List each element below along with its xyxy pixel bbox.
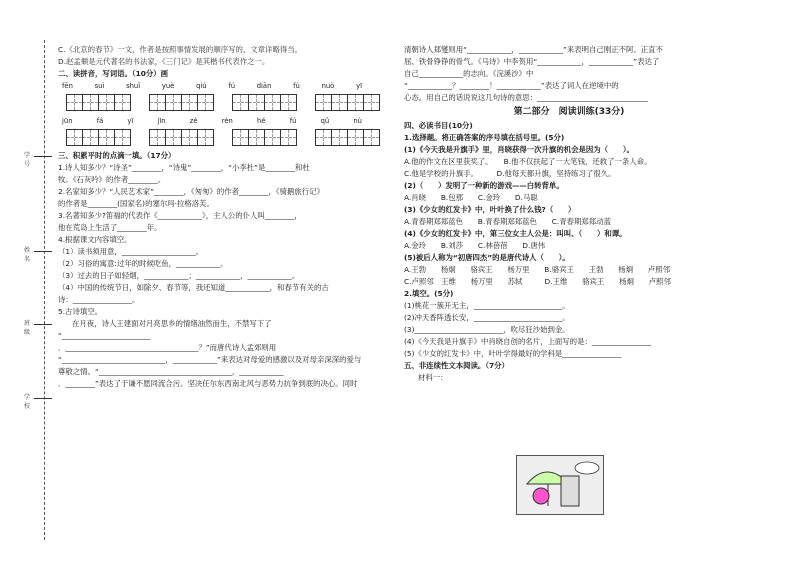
question-line: 3.名著知多少?笛福的代表作《____________》，主人公的仆人叫________， <box>58 211 302 220</box>
pinyin: qiú <box>196 82 207 90</box>
word-box[interactable] <box>149 94 214 111</box>
question-line: “____________________________，____________”来表达对母爱的感激以及对母亲深深的爱与 <box>58 355 362 364</box>
word-box[interactable] <box>66 129 131 146</box>
umbrella-book-icon <box>517 456 603 514</box>
question-line: 自己____________的志向。《浣溪沙》中 <box>404 69 534 78</box>
word-box[interactable] <box>232 129 297 146</box>
question-line: (4)《少女的红发卡》中，第三位女主人公是：叫叫、（ ）和谭。 <box>404 229 627 238</box>
question-line: “________________________ <box>58 331 151 340</box>
material-label: 材料一： <box>418 373 448 382</box>
option-line: C.他是学校的升旗手。 D.他每天都升旗，坚持练习了很久。 <box>404 169 616 178</box>
left-column <box>58 44 400 390</box>
question-line: (3)《少女的红发卡》中，叶叶换了什么钱?（ ） <box>404 205 576 214</box>
question-line: 1.选择题。将正确答案的序号填在括号里。(5分) <box>404 133 565 142</box>
question-line: 1.诗人知多少？“诗圣”________，“诗鬼”________，“小李杜”是________和杜 <box>58 163 310 172</box>
option-line: A.肖晓 B.包那 C.金玲 D.马聪 <box>404 193 538 202</box>
pinyin: nù <box>353 117 362 125</box>
word-box[interactable] <box>315 94 380 111</box>
pinyin: yī <box>127 117 134 125</box>
pinyin: yuè <box>161 82 175 90</box>
fill-line: (5)《少女的红发卡》中，叶叶学得最好的学科是________________ <box>404 349 622 358</box>
binding-dashed-line <box>44 40 45 540</box>
right-column <box>404 44 734 384</box>
question-line: 的作者是________(国家名)的塞尔玛·拉格洛芙。 <box>58 199 214 208</box>
word-box[interactable] <box>149 129 214 146</box>
pinyin: diān <box>256 82 272 90</box>
fill-line: (4)《今天我是升旗手》中肖晓自创的名片，上面写的是：________________ <box>404 337 651 346</box>
question-line: 心态。用自己的话说说这几句诗的意思：______________________________ <box>404 93 648 102</box>
pinyin: fú <box>228 82 236 90</box>
binding-margin <box>0 0 60 561</box>
question-line: 清朝诗人郑燮则用“____________，____________”来表明自己刚正不阿、正直不 <box>404 45 663 54</box>
pinyin: shuǐ <box>126 82 141 90</box>
pinyin: suì <box>94 82 105 90</box>
question-line: （4）中国的传统节日，如除夕、春节等，我还知道____________，和春节有关的古 <box>58 283 329 292</box>
word-box[interactable] <box>66 94 131 111</box>
question-line: (1)《今天我是升旗手》里，肖晓获得一次升旗的机会是因为（ ）。 <box>404 145 634 154</box>
question-line: 屈、铁骨铮铮的骨气。《马诗》中李贺用“____________，____________”表达了 <box>404 57 660 66</box>
pinyin: yī <box>356 82 362 90</box>
section-heading-reading: 五、非连续性文本阅读。（7分） <box>404 361 509 370</box>
question-line: 在月夜，诗人王建面对月亮思乡的情绪油然而生，不禁写下了 <box>72 319 272 328</box>
section-heading-pinyin: 二、读拼音，写词语。（10分）画 <box>58 69 169 78</box>
question-line: 牧。《石灰吟》的作者________。 <box>58 175 166 184</box>
pinyin: fá <box>96 117 104 125</box>
question-line: 诗：________________。 <box>58 295 140 304</box>
word-box[interactable] <box>232 94 297 111</box>
pinyin: zé <box>189 117 198 125</box>
binding-label: 姓名 <box>24 247 31 263</box>
fill-line: (3)________________________，吹尽狂沙始到金。 <box>404 325 570 334</box>
pinyin: fù <box>293 82 300 90</box>
option-line: A.金玲 B.刘莎 C.林蓓蓓 D.唐伟 <box>404 241 546 250</box>
pinyin: fú <box>289 117 297 125</box>
binding-label: 班级 <box>24 320 31 336</box>
fill-line: (1)桃花一簇开无主，________________________。 <box>404 301 570 310</box>
question-line: ．________”表达了于谦不愿同流合污、坚决任尔东西南北风与恶势力抗争到底的决心。同时 <box>58 379 358 388</box>
question-line: (2)（ ）发明了一种新的游戏——白转背单。 <box>404 181 564 190</box>
pinyin-row-2 <box>58 115 362 127</box>
tianzige-row-1 <box>66 94 400 111</box>
tianzige-row-2 <box>66 129 400 146</box>
option-line: A.青春期郑郑蓝色 B.青春期郑郑蓝色 C.青春期郑郑动蓝 <box>404 217 611 226</box>
question-line: ．____________________________________？”而唐代诗人孟郊则用 <box>58 343 277 352</box>
question-line: “____________？________！____________”表达了词人在逆境中的 <box>404 81 619 90</box>
question-line: （3）过去的日子如轻烟，____________；____________，____________。 <box>58 271 300 280</box>
pinyin: qǔ <box>320 117 330 125</box>
question-line: 他在荒岛上生活了________年。 <box>58 223 162 232</box>
question-line: 4.根据课文内容填空。 <box>58 235 132 244</box>
pinyin: jīn <box>157 117 166 125</box>
option-line: A.王勃 杨炯 骆宾王 杨万里 B.骆宾王 王勃 杨炯 卢照邻 <box>404 265 670 274</box>
question-line: （2）习俗的寓意:过年的时候吃鱼，____________。 <box>58 259 228 268</box>
pinyin: hé <box>257 117 266 125</box>
question-line: （1）读书须用意，____________________。 <box>58 247 204 256</box>
fill-line: (2)冲天香阵透长安，________________________。 <box>404 313 570 322</box>
option-d: D.赵孟頫是元代著名的书法家，《三门记》是其楷书代表作之一。 <box>58 57 270 66</box>
pinyin-row-1 <box>58 80 362 92</box>
option-line: C.卢照邻 王维 杨万里 苏轼 D.王维 骆宾王 杨炯 卢照邻 <box>404 277 671 286</box>
question-line: 2.名家知多少？“人民艺术家”________，《匆匆》的作者________，《骑鹅旅行记》 <box>58 187 324 196</box>
option-line: A.他的作文在区里获奖了。 B.他不仅扶起了一大笔钱，还救了一条人命。 <box>404 157 652 166</box>
pinyin: nuò <box>321 82 335 90</box>
question-line: 尊敬之情。“____________________________________，____________ <box>58 367 284 376</box>
binding-label: 学号 <box>24 152 31 168</box>
question-line: (5)被后人称为“初唐四杰”的是唐代诗人（ ）。 <box>404 253 570 262</box>
option-c: C.《北京的春节》一文，作者是按照事情发展的顺序写的，文章详略得当。 <box>58 45 303 54</box>
section-heading-accumulate: 三、积累平时的点滴一填。（17分） <box>58 151 176 160</box>
section-heading-books: 四、必读书目(10分) <box>404 121 473 130</box>
cartoon-illustration <box>516 455 604 515</box>
pinyin: fēn <box>62 82 73 90</box>
pinyin: jūn <box>62 117 73 125</box>
word-box[interactable] <box>315 129 380 146</box>
binding-label: 学校 <box>24 394 31 410</box>
question-line: 2.填空。(5分) <box>404 289 454 298</box>
question-line: 5.古诗填空。 <box>58 307 103 316</box>
pinyin: rèn <box>221 117 233 125</box>
part-two-title: 第二部分 阅读训练(33分) <box>513 107 625 117</box>
